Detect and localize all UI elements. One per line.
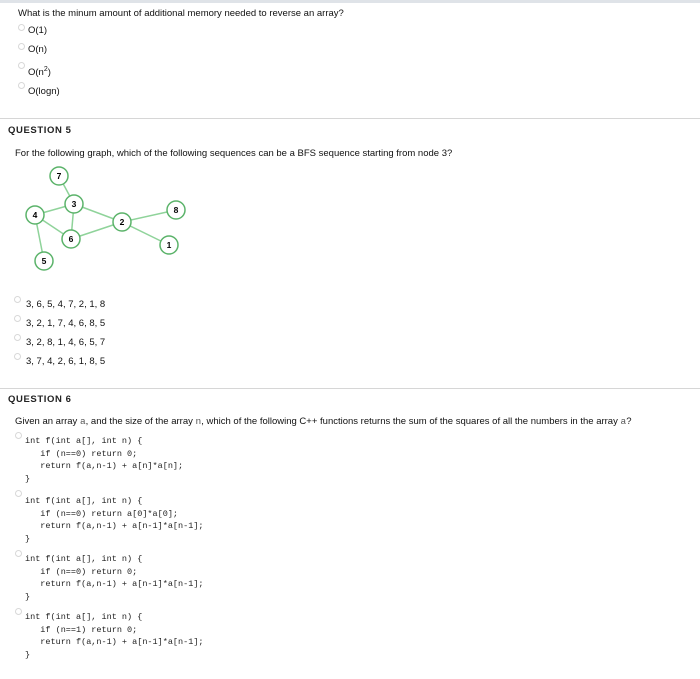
- svg-text:5: 5: [41, 256, 47, 266]
- graph-node-4: [26, 206, 44, 224]
- q6-option-2[interactable]: [15, 490, 315, 542]
- question-4-text: What is the minum amount of additional memory needed to reverse an array?: [18, 8, 344, 19]
- graph-node-2: [113, 213, 131, 231]
- svg-text:2: 2: [119, 217, 125, 227]
- svg-text:7: 7: [56, 171, 62, 181]
- option-label: O(n): [28, 44, 47, 55]
- svg-text:1: 1: [166, 240, 172, 250]
- radio-button[interactable]: [15, 490, 22, 497]
- graph-node-3: [65, 195, 83, 213]
- question-6-header: QUESTION 6: [8, 394, 72, 405]
- graph-node-1: [160, 236, 178, 254]
- option-label: $O(n^2)$: [28, 66, 51, 79]
- svg-text:8: 8: [173, 205, 179, 215]
- radio-button[interactable]: [14, 296, 21, 303]
- section-divider: [0, 118, 700, 119]
- q6-option-1[interactable]: [15, 432, 315, 484]
- radio-button[interactable]: [15, 550, 22, 557]
- radio-button[interactable]: [15, 608, 22, 615]
- radio-button[interactable]: [15, 432, 22, 439]
- graph-node-8: [167, 201, 185, 219]
- radio-button[interactable]: [14, 315, 21, 322]
- option-label: O(logn): [28, 86, 60, 97]
- radio-button[interactable]: [18, 24, 25, 31]
- radio-button[interactable]: [14, 334, 21, 341]
- option-label: 3, 2, 1, 7, 4, 6, 8, 5: [26, 318, 106, 329]
- graph-node-5: [35, 252, 53, 270]
- radio-button[interactable]: [18, 82, 25, 89]
- question-5-header: QUESTION 5: [8, 125, 72, 136]
- svg-text:6: 6: [68, 234, 74, 244]
- radio-button[interactable]: [18, 43, 25, 50]
- section-divider: [0, 388, 700, 389]
- question-5-text: For the following graph, which of the following sequences can be a BFS sequence starting from node 3?: [15, 148, 453, 159]
- code-block: int f(int a[], int n) { if (n==0) return a[0]*a[0]; return f(a,n-1) + a[n-1]*a[n-1]; }: [25, 496, 204, 544]
- code-block: int f(int a[], int n) { if (n==0) return 0; return f(a,n-1) + a[n]*a[n]; }: [25, 436, 184, 484]
- q6-option-3[interactable]: [15, 550, 315, 602]
- top-edge: [0, 0, 700, 3]
- graph-node-6: [62, 230, 80, 248]
- graph-figure: [0, 160, 200, 280]
- option-label: 3, 7, 4, 2, 6, 1, 8, 5: [26, 356, 106, 367]
- graph-edges: [32, 176, 176, 261]
- question-6-text: Given an array a, and the size of the array n, which of the following C++ functions returns the sum of the squares of all the numbers in the array a?: [15, 416, 632, 427]
- code-block: int f(int a[], int n) { if (n==1) return 0; return f(a,n-1) + a[n-1]*a[n-1]; }: [25, 612, 204, 660]
- code-block: int f(int a[], int n) { if (n==0) return 0; return f(a,n-1) + a[n-1]*a[n-1]; }: [25, 554, 204, 602]
- q6-option-4[interactable]: [15, 608, 315, 660]
- option-label: 3, 2, 8, 1, 4, 6, 5, 7: [26, 337, 106, 348]
- graph-node-7: [50, 167, 68, 185]
- option-label: 3, 6, 5, 4, 7, 2, 1, 8: [26, 299, 106, 310]
- svg-text:4: 4: [32, 210, 38, 220]
- svg-text:3: 3: [71, 199, 77, 209]
- radio-button[interactable]: [14, 353, 21, 360]
- radio-button[interactable]: [18, 62, 25, 69]
- option-label: O(1): [28, 25, 47, 36]
